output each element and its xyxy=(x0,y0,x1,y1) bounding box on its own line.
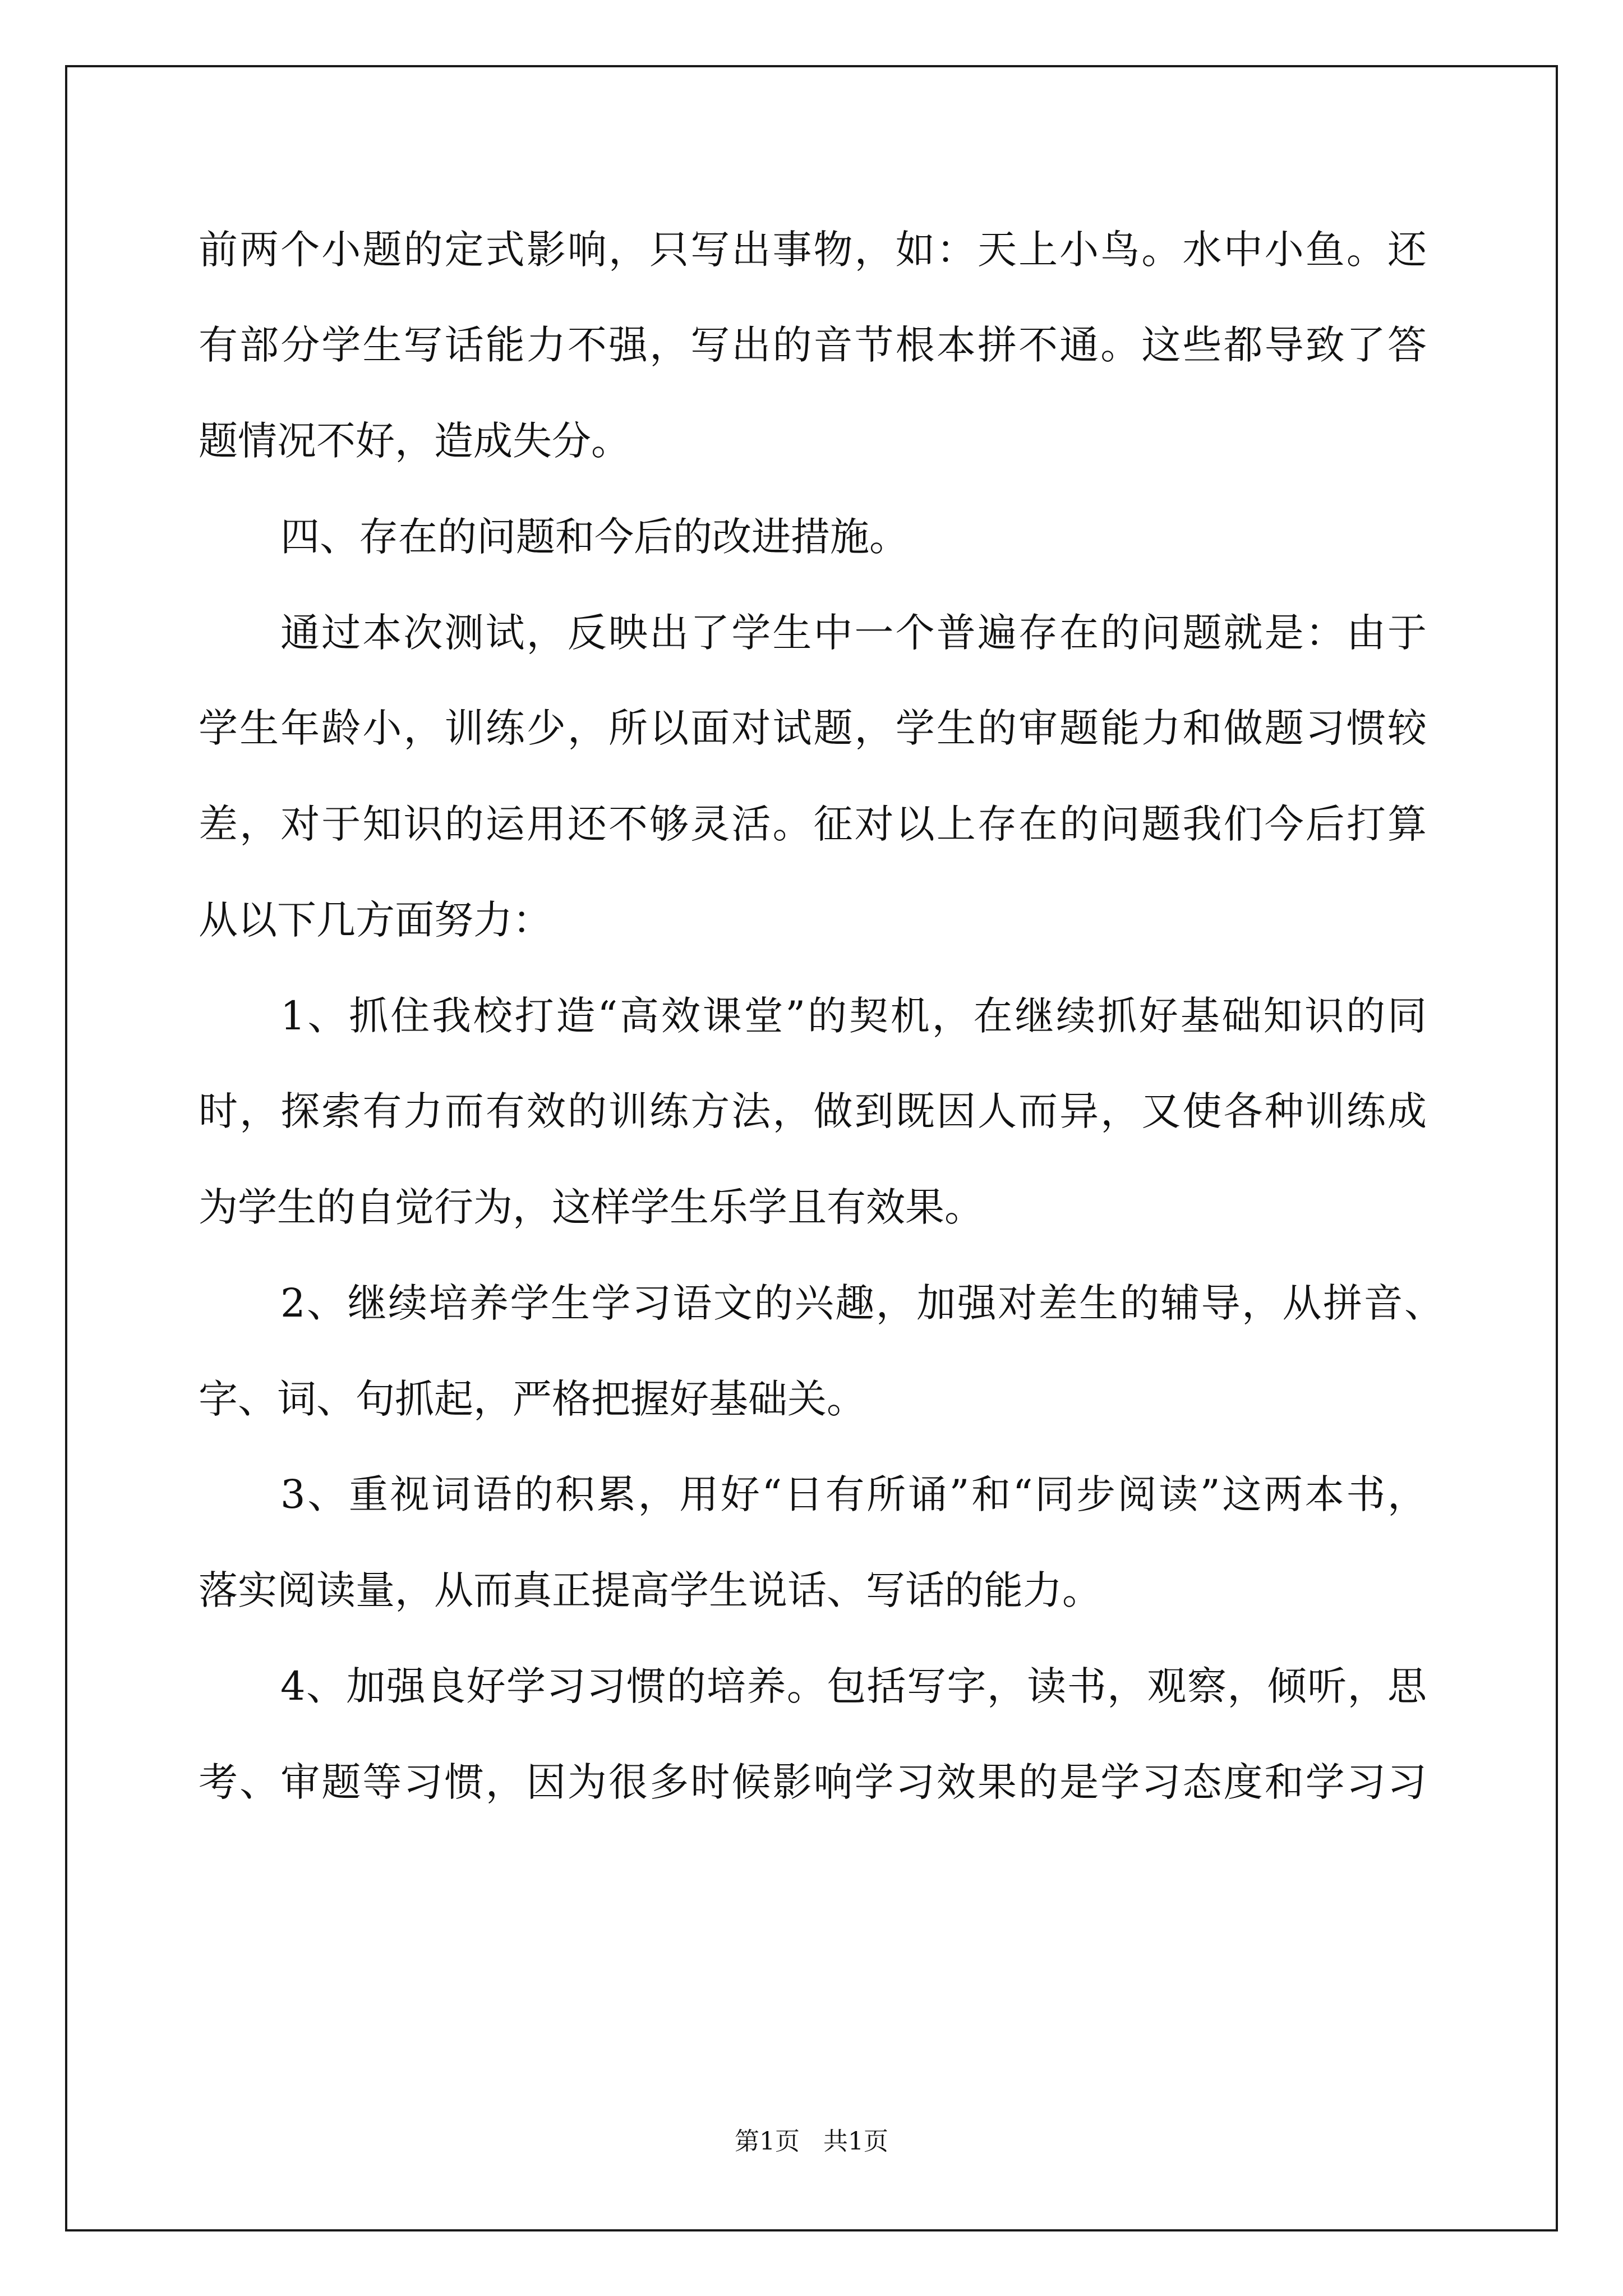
page-total: 共1页 xyxy=(823,2127,888,2156)
list-item-2-first-line: 2、继续培养学生学习语文的兴趣，加强对差生的辅导，从拼音、 xyxy=(280,1280,1444,1326)
text-line: 差，对于知识的运用还不够灵活。征对以上存在的问题我们今后打算 xyxy=(199,801,1427,847)
page-footer xyxy=(0,2126,1623,2157)
page-border xyxy=(65,65,1558,2231)
list-item-3-first-line: 3、重视词语的积累，用好“日有所诵”和“同步阅读”这两本书， xyxy=(280,1471,1427,1517)
text-line: 有部分学生写话能力不强，写出的音节根本拼不通。这些都导致了答 xyxy=(199,322,1427,368)
section-heading: 四、存在的问题和今后的改进措施。 xyxy=(280,514,909,560)
text-line: 字、词、句抓起，严格把握好基础关。 xyxy=(199,1376,866,1422)
text-line: 为学生的自觉行为，这样学生乐学且有效果。 xyxy=(199,1184,984,1230)
text-line: 从以下几方面努力： xyxy=(199,897,552,943)
paragraph-first-line: 通过本次测试，反映出了学生中一个普遍存在的问题就是：由于 xyxy=(280,610,1427,656)
list-item-1-first-line: 1、抓住我校打造“高效课堂”的契机，在继续抓好基础知识的同 xyxy=(280,993,1427,1039)
text-line: 前两个小题的定式影响，只写出事物，如：天上小鸟。水中小鱼。还 xyxy=(199,227,1427,273)
text-line: 学生年龄小，训练少，所以面对试题，学生的审题能力和做题习惯较 xyxy=(199,705,1427,751)
text-line: 考、审题等习惯，因为很多时候影响学习效果的是学习态度和学习习 xyxy=(199,1759,1427,1805)
page-number: 第1页 xyxy=(735,2127,800,2156)
text-line: 题情况不好，造成失分。 xyxy=(199,418,630,464)
list-item-4-first-line: 4、加强良好学习习惯的培养。包括写字，读书，观察，倾听，思 xyxy=(280,1663,1427,1709)
text-line: 时，探索有力而有效的训练方法，做到既因人而异，又使各种训练成 xyxy=(199,1088,1427,1134)
text-line: 落实阅读量，从而真正提高学生说话、写话的能力。 xyxy=(199,1567,1101,1613)
